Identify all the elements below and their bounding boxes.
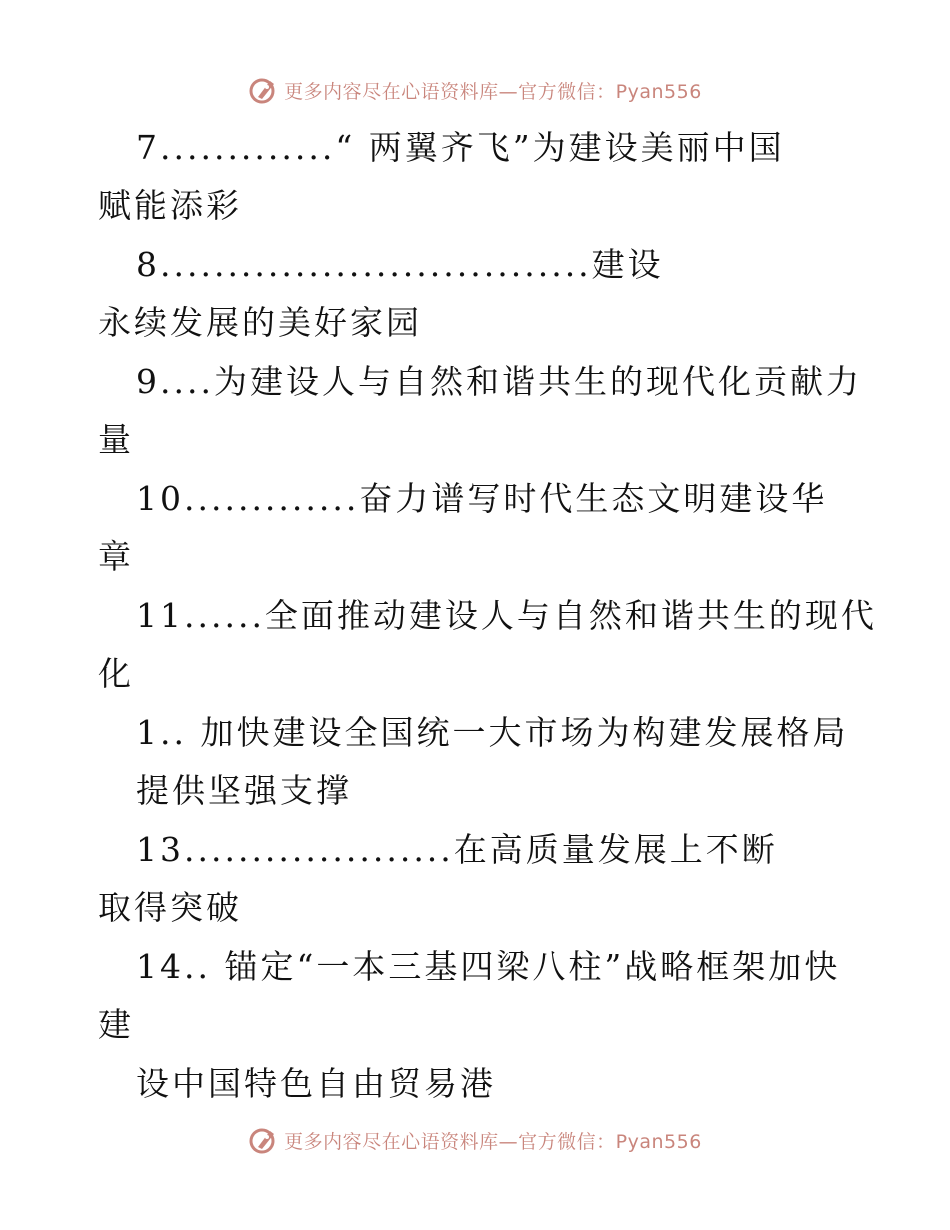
toc-line-12-cont: 提供坚强支撑 bbox=[136, 771, 352, 810]
toc-line-11-cont: 化 bbox=[98, 654, 134, 693]
toc-line-7-cont: 赋能添彩 bbox=[98, 186, 242, 225]
toc-line-10: 10.............奋力谱写时代生态文明建设华 bbox=[136, 479, 828, 518]
footer-watermark-banner bbox=[0, 1120, 950, 1160]
footer-watermark-text: 更多内容尽在心语资料库—官方微信：Pyan556 bbox=[284, 1130, 702, 1153]
toc-line-9: 9....为建设人与自然和谐共生的现代化贡献力 bbox=[136, 362, 862, 401]
toc-line-14: 14.. 锚定“一本三基四梁八柱”战略框架加快 bbox=[136, 947, 841, 986]
toc-line-12: 1.. 加快建设全国统一大市场为构建发展格局 bbox=[136, 713, 849, 752]
toc-line-11: 11......全面推动建设人与自然和谐共生的现代 bbox=[136, 596, 877, 635]
toc-line-9-cont: 量 bbox=[98, 420, 134, 459]
pen-logo-icon bbox=[248, 1125, 278, 1155]
toc-line-7: 7.............“ 两翼齐飞”为建设美丽中国 bbox=[136, 128, 785, 167]
toc-line-8-cont: 永续发展的美好家园 bbox=[98, 303, 422, 342]
header-watermark-text: 更多内容尽在心语资料库—官方微信：Pyan556 bbox=[284, 80, 702, 103]
header-watermark-banner bbox=[0, 70, 950, 110]
pen-logo-icon bbox=[248, 75, 278, 105]
toc-line-14-cont: 建 bbox=[98, 1005, 134, 1044]
toc-line-13-cont: 取得突破 bbox=[98, 888, 242, 927]
toc-line-14-cont2: 设中国特色自由贸易港 bbox=[136, 1064, 496, 1103]
toc-line-13: 13....................在高质量发展上不断 bbox=[136, 830, 778, 869]
toc-line-8: 8................................建设 bbox=[136, 245, 664, 284]
toc-line-10-cont: 章 bbox=[98, 537, 134, 576]
